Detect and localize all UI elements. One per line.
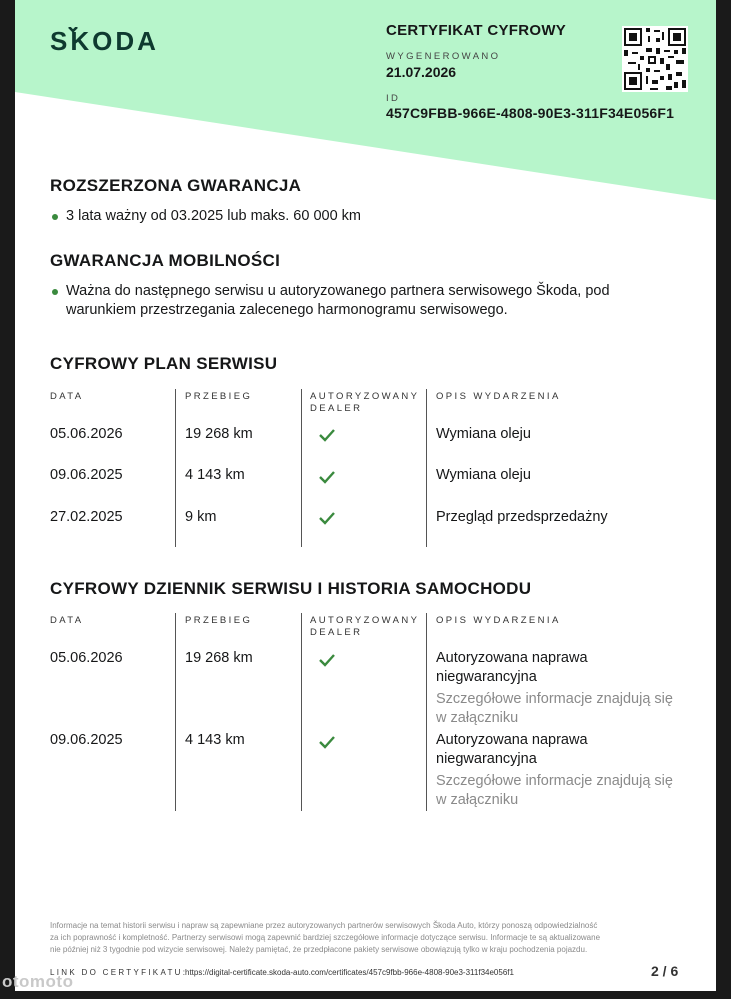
col-header-description: OPIS WYDARZENIA [436, 391, 561, 402]
row-note: Szczegółowe informacje znajdują się w załączniku [436, 773, 673, 808]
col-header-date: DATA [50, 615, 84, 626]
id-label: ID [386, 93, 401, 104]
svg-text:SKODA: SKODA [50, 27, 159, 55]
column-divider [426, 613, 427, 811]
check-icon [318, 511, 336, 525]
check-icon [318, 735, 336, 749]
row-mileage: 19 268 km [185, 426, 253, 442]
row-description: Autoryzowana naprawa niegwarancyjna [436, 650, 588, 685]
check-icon [318, 428, 336, 442]
column-divider [301, 613, 302, 811]
row-date: 27.02.2025 [50, 509, 123, 525]
row-note: Szczegółowe informacje znajdują się w załączniku [436, 691, 673, 726]
col-header-date: DATA [50, 391, 84, 402]
row-date: 05.06.2026 [50, 426, 123, 442]
col-header-dealer: AUTORYZOWANY DEALER [310, 615, 420, 638]
col-header-mileage: PRZEBIEG [185, 615, 253, 626]
row-mileage: 9 km [185, 509, 217, 525]
service-log-title: CYFROWY DZIENNIK SERWISU I HISTORIA SAMOCHODU [50, 579, 532, 598]
row-description: Autoryzowana naprawa niegwarancyjna [436, 732, 588, 767]
row-description: Przegląd przedsprzedażny [436, 509, 608, 525]
mobility-warranty-text: Ważna do następnego serwisu u autoryzowanego partnera serwisowego Škoda, pod warunkiem przestrzegania zalecenego harmonogramu serwisowego. [50, 282, 680, 320]
extended-warranty-title: ROZSZERZONA GWARANCJA [50, 176, 302, 195]
extended-warranty-text: 3 lata ważny od 03.2025 lub maks. 60 000 km [50, 207, 680, 226]
row-date: 09.06.2025 [50, 467, 123, 483]
certificate-title: CERTYFIKAT CYFROWY [386, 22, 567, 39]
row-mileage: 4 143 km [185, 732, 245, 748]
certificate-id: 457C9FBB-966E-4808-90E3-311F34E056F1 [386, 105, 675, 121]
row-description: Wymiana oleju [436, 426, 531, 442]
column-divider [426, 389, 427, 547]
qr-code-icon[interactable] [622, 26, 688, 92]
certificate-page [15, 0, 716, 991]
check-icon [318, 653, 336, 667]
row-description: Wymiana oleju [436, 467, 531, 483]
row-mileage: 19 268 km [185, 650, 253, 666]
certificate-link[interactable]: https://digital-certificate.skoda-auto.com/certificates/457c9fbb-966e-4808-90e3-311f34e056f1 [185, 968, 514, 977]
column-divider [175, 389, 176, 547]
row-date: 09.06.2025 [50, 732, 123, 748]
column-divider [301, 389, 302, 547]
col-header-mileage: PRZEBIEG [185, 391, 253, 402]
check-icon [318, 470, 336, 484]
generated-date: 21.07.2026 [386, 64, 457, 80]
service-plan-title: CYFROWY PLAN SERWISU [50, 354, 278, 373]
footer-disclaimer: Informacje na temat historii serwisu i napraw są zapewniane przez autoryzowanych partnerów serwisowych Škoda Auto, którzy ponoszą odpowiedzialność za ich poprawność i kompletność. Partnerzy serwisowi mogą zapewnić bardziej szczegółowe informacje dotyczące serwisu. Informacje te są aktualizowane nie później niż 3 tygodnie pod wizycie serwisowej. Należy pamiętać, że przedpłacone pakiety serwisowe obowiązują tylko w kraju pochodzenia pojazdu. [50, 921, 601, 954]
row-date: 05.06.2026 [50, 650, 123, 666]
col-header-dealer: AUTORYZOWANY DEALER [310, 391, 420, 414]
certificate-link-label: LINK DO CERTYFIKATU: [50, 968, 188, 977]
watermark-logo: otomoto [2, 972, 74, 991]
mobility-warranty-title: GWARANCJA MOBILNOŚCI [50, 251, 281, 270]
skoda-logo [50, 27, 180, 55]
row-mileage: 4 143 km [185, 467, 245, 483]
col-header-description: OPIS WYDARZENIA [436, 615, 561, 626]
generated-label: WYGENEROWANO [386, 51, 501, 62]
column-divider [175, 613, 176, 811]
page-indicator: 2 / 6 [651, 963, 679, 979]
